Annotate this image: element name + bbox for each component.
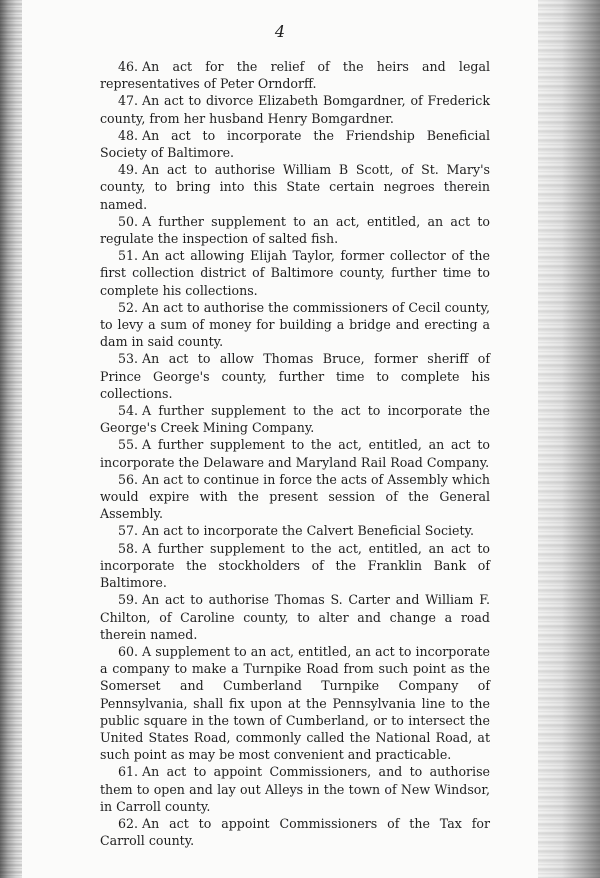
act-entry xyxy=(100,350,490,402)
act-entry xyxy=(100,161,490,213)
act-entry xyxy=(100,763,490,815)
act-entry xyxy=(100,127,490,161)
act-entry xyxy=(100,247,490,299)
act-entry-number: 46. xyxy=(118,59,139,74)
act-entry-number: 60. xyxy=(118,643,139,659)
act-entry-number: 61. xyxy=(118,764,139,780)
page-number: 4 xyxy=(274,22,286,41)
act-entry xyxy=(100,471,490,523)
act-entry xyxy=(100,540,490,592)
act-entry-text: An act allowing Elijah Taylor, former collector of the first collection district of Baltimore county, further time to complete his collections. xyxy=(100,248,490,298)
act-entry-text: An act to incorporate the Calvert Beneficial Society. xyxy=(142,523,474,539)
act-entry-text: A further supplement to the act, entitled, an act to incorporate the stockholders of the Franklin Bank of Baltimore. xyxy=(100,540,490,591)
act-entry-number: 59. xyxy=(118,592,139,608)
act-entry-text: An act to authorise the commissioners of Cecil county, to levy a sum of money for building a bridge and erecting a dam in said county. xyxy=(100,299,490,350)
act-entry xyxy=(100,436,490,470)
act-entry-number: 56. xyxy=(118,471,139,487)
act-entry xyxy=(100,522,490,539)
act-entry-number: 62. xyxy=(118,815,139,831)
act-entry-number: 51. xyxy=(118,248,139,264)
act-entry xyxy=(100,815,490,849)
act-entry-text: An act to appoint Commissioners of the Tax for Carroll county. xyxy=(100,815,490,849)
act-entry-text: A further supplement to an act, entitled, an act to regulate the inspection of salted fish. xyxy=(100,213,490,247)
act-entry-number: 58. xyxy=(118,540,139,556)
act-entry-text: An act to authorise Thomas S. Carter and William F. Chilton, of Caroline county, to alter and change a road therein named. xyxy=(100,592,490,642)
scan-edge-left xyxy=(0,0,22,878)
act-entry xyxy=(100,402,490,436)
act-entry-number: 55. xyxy=(118,437,139,453)
act-entry-text: A further supplement to the act, entitled, an act to incorporate the Delaware and Maryland Rail Road Company. xyxy=(100,437,490,470)
act-entry-text: An act to appoint Commissioners, and to authorise them to open and lay out Alleys in the town of New Windsor, in Carroll county. xyxy=(100,764,490,814)
act-entry-number: 54. xyxy=(118,403,139,419)
act-entry-text: An act for the relief of the heirs and legal representatives of Peter Orndorff. xyxy=(100,59,490,92)
act-entry xyxy=(100,299,490,351)
act-entry-number: 57. xyxy=(118,523,139,539)
act-entry xyxy=(100,213,490,247)
act-entry-text: An act to authorise William B Scott, of St. Mary's county, to bring into this State certain negroes therein named. xyxy=(100,162,490,212)
act-entry-number: 49. xyxy=(118,162,139,178)
act-entry-text: An act to continue in force the acts of Assembly which would expire with the present session of the General Assembly. xyxy=(100,471,490,522)
act-entry-number: 50. xyxy=(118,213,139,229)
act-entry xyxy=(100,643,490,763)
act-entry-text: An act to allow Thomas Bruce, former sheriff of Prince George's county, further time to complete his collections. xyxy=(100,351,490,401)
scan-edge-right xyxy=(538,0,600,878)
act-entry-text: A supplement to an act, entitled, an act to incorporate a company to make a Turnpike Road from such point as the Somerset and Cumberland Turnpike Company of Pennsylvania, shall fix upon at the Pennsylvania line to the public square in the town of Cumberland, or to intersect the United States Road, commonly called the National Road, at such point as may be most convenient and practicable. xyxy=(100,643,490,763)
act-entry xyxy=(100,591,490,643)
act-entry-number: 48. xyxy=(118,127,139,143)
act-entry-number: 52. xyxy=(118,299,139,315)
act-entry-text: A further supplement to the act to incorporate the George's Creek Mining Company. xyxy=(100,403,490,436)
act-list xyxy=(100,58,490,849)
act-entry-text: An act to divorce Elizabeth Bomgardner, of Frederick county, from her husband Henry Bomgardner. xyxy=(100,93,490,126)
act-entry xyxy=(100,58,490,92)
act-entry-number: 47. xyxy=(118,93,139,109)
act-entry-text: An act to incorporate the Friendship Beneficial Society of Baltimore. xyxy=(100,127,490,161)
act-entry-number: 53. xyxy=(118,351,139,367)
act-entry xyxy=(100,92,490,126)
